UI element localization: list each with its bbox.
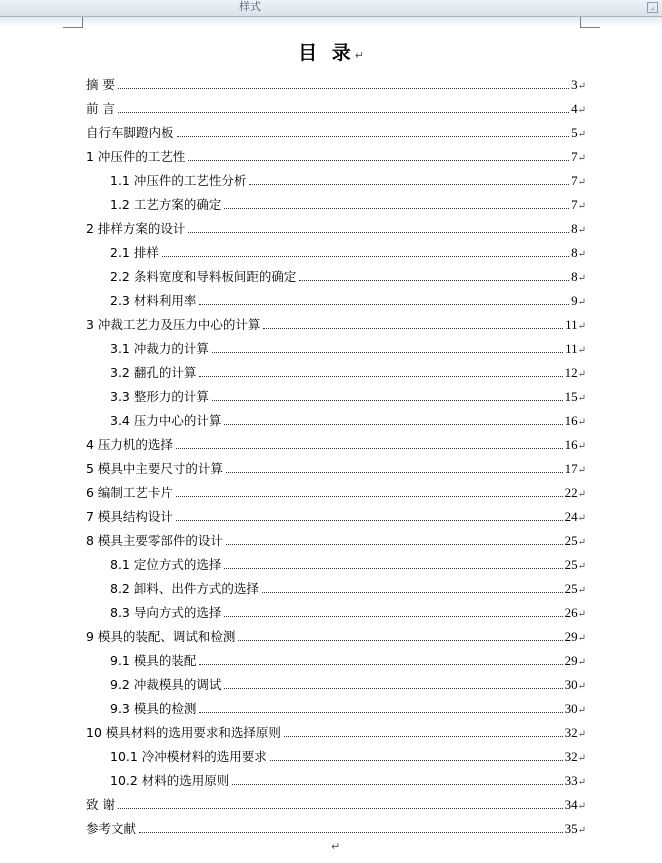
paragraph-mark-icon: ↵ — [577, 441, 586, 452]
toc-page-number: 32 — [564, 749, 578, 764]
toc-entry-label: 致 谢 — [86, 797, 115, 812]
toc-page-number: 29 — [564, 629, 578, 644]
toc-entry[interactable] — [86, 504, 586, 528]
toc-entry[interactable] — [86, 336, 586, 360]
toc-page-number: 25 — [564, 557, 578, 572]
paragraph-mark-icon: ↵ — [577, 345, 586, 356]
toc-entry[interactable] — [86, 264, 586, 288]
toc-entry-label: 2.2 条料宽度和导料板间距的确定 — [110, 269, 297, 284]
toc-page-number: 7 — [571, 149, 578, 164]
toc-dot-leader — [118, 87, 569, 89]
page-top-edge — [0, 17, 662, 27]
toc-entry[interactable] — [86, 576, 586, 600]
toc-entry-page — [565, 629, 586, 645]
toc-dot-leader — [224, 687, 562, 689]
styles-ribbon-group — [0, 0, 662, 17]
toc-dot-leader — [199, 711, 562, 713]
toc-dot-leader — [299, 279, 569, 281]
paragraph-mark-icon: ↵ — [577, 513, 586, 524]
toc-entry-label: 6 编制工艺卡片 — [86, 485, 173, 500]
dialog-launcher-icon[interactable]: ⌟ — [647, 2, 658, 13]
paragraph-mark-icon: ↵ — [577, 537, 586, 548]
toc-title — [0, 38, 662, 65]
toc-page-number: 25 — [564, 533, 578, 548]
toc-dot-leader — [118, 807, 563, 809]
paragraph-mark-icon: ↵ — [577, 105, 586, 116]
toc-page-number: 5 — [571, 125, 578, 140]
toc-entry-page — [565, 389, 586, 405]
toc-page-number: 16 — [564, 413, 578, 428]
toc-dot-leader — [263, 327, 563, 329]
toc-page-number: 29 — [564, 653, 578, 668]
toc-page-number: 8 — [571, 269, 578, 284]
toc-entry-label: 7 模具结构设计 — [86, 509, 173, 524]
toc-entry[interactable] — [86, 648, 586, 672]
styles-group-label: 样式 — [239, 0, 261, 13]
toc-entry[interactable] — [86, 624, 586, 648]
paragraph-mark-icon: ↵ — [577, 369, 586, 380]
toc-entry-label: 自行车脚蹬内板 — [86, 125, 174, 140]
toc-entry[interactable] — [86, 480, 586, 504]
toc-entry-page — [565, 701, 586, 717]
toc-entry-page — [565, 365, 586, 381]
paragraph-mark-icon: ↵ — [577, 729, 586, 740]
toc-entry-label: 2 排样方案的设计 — [86, 221, 186, 236]
toc-entry-label: 8.3 导向方式的选择 — [110, 605, 222, 620]
toc-dot-leader — [162, 255, 569, 257]
toc-entry-page — [565, 725, 586, 741]
toc-page-number: 32 — [564, 725, 578, 740]
toc-page-number: 35 — [564, 821, 578, 836]
toc-entry-label: 1 冲压件的工艺性 — [86, 149, 186, 164]
toc-entry-label: 1.1 冲压件的工艺性分析 — [110, 173, 247, 188]
toc-dot-leader — [226, 471, 563, 473]
toc-page-number: 11 — [565, 317, 578, 332]
toc-entry-page — [565, 797, 586, 813]
toc-entry-label: 9.2 冲裁模具的调试 — [110, 677, 222, 692]
toc-entry[interactable] — [86, 672, 586, 696]
toc-entry-page — [565, 509, 586, 525]
toc-entry[interactable] — [86, 552, 586, 576]
toc-entry-label: 9.1 模具的装配 — [110, 653, 197, 668]
toc-entry[interactable] — [86, 432, 586, 456]
toc-entry-page — [565, 749, 586, 765]
paragraph-mark-icon: ↵ — [354, 49, 364, 62]
toc-entry-page — [571, 269, 586, 285]
toc-entry[interactable] — [86, 384, 586, 408]
toc-entry[interactable] — [86, 216, 586, 240]
toc-dot-leader — [212, 399, 563, 401]
toc-entry-page — [571, 77, 586, 93]
toc-dot-leader — [199, 663, 562, 665]
toc-entry-page — [571, 101, 586, 117]
toc-entry-page — [571, 149, 586, 165]
toc-dot-leader — [262, 591, 563, 593]
paragraph-mark-icon: ↵ — [577, 273, 586, 284]
toc-entry[interactable] — [86, 600, 586, 624]
toc-entry-page — [571, 125, 586, 141]
toc-entry[interactable] — [86, 792, 586, 816]
toc-entry-label: 10 模具材料的选用要求和选择原则 — [86, 725, 281, 740]
paragraph-mark-icon: ↵ — [577, 561, 586, 572]
paragraph-mark-icon: ↵ — [577, 177, 586, 188]
toc-entry-label: 3 冲裁工艺力及压力中心的计算 — [86, 317, 261, 332]
toc-dot-leader — [284, 735, 563, 737]
toc-entry-page — [565, 557, 586, 573]
toc-entry[interactable] — [86, 768, 586, 792]
toc-entry[interactable] — [86, 816, 586, 840]
toc-entry[interactable] — [86, 696, 586, 720]
toc-page-number: 34 — [564, 797, 578, 812]
toc-entry-page — [565, 605, 586, 621]
toc-entry[interactable] — [86, 720, 586, 744]
toc-dot-leader — [199, 303, 569, 305]
paragraph-mark-icon: ↵ — [331, 840, 341, 853]
paragraph-mark-icon: ↵ — [577, 81, 586, 92]
toc-entry-page — [565, 317, 586, 333]
toc-entry-label: 3.4 压力中心的计算 — [110, 413, 222, 428]
toc-entry[interactable] — [86, 456, 586, 480]
toc-dot-leader — [176, 495, 563, 497]
toc-dot-leader — [232, 783, 562, 785]
paragraph-mark-icon: ↵ — [577, 705, 586, 716]
toc-entry-page — [565, 773, 586, 789]
toc-page-number: 11 — [565, 341, 578, 356]
toc-entry-page — [565, 677, 586, 693]
toc-page-number: 16 — [564, 437, 578, 452]
toc-page-number: 7 — [571, 173, 578, 188]
toc-entry-page — [571, 221, 586, 237]
toc-page-number: 4 — [571, 101, 578, 116]
toc-dot-leader — [212, 351, 563, 353]
toc-entry[interactable] — [86, 120, 586, 144]
toc-entry-label: 8 模具主要零部件的设计 — [86, 533, 223, 548]
paragraph-mark-icon: ↵ — [577, 825, 586, 836]
toc-entry-label: 参考文献 — [86, 821, 137, 836]
toc-entry[interactable] — [86, 168, 586, 192]
toc-page-number: 17 — [564, 461, 578, 476]
paragraph-mark-icon: ↵ — [577, 681, 586, 692]
toc-page-number: 22 — [564, 485, 578, 500]
toc-page-number: 30 — [564, 701, 578, 716]
toc-entry-page — [565, 461, 586, 477]
toc-dot-leader — [177, 135, 570, 137]
toc-dot-leader — [176, 519, 563, 521]
toc-entry-page — [565, 341, 586, 357]
toc-dot-leader — [224, 207, 569, 209]
toc-entry-label: 8.2 卸料、出件方式的选择 — [110, 581, 259, 596]
toc-title-text: 目 录 — [298, 42, 355, 64]
toc-entry[interactable] — [86, 360, 586, 384]
toc-entry[interactable] — [86, 144, 586, 168]
paragraph-mark-icon: ↵ — [577, 633, 586, 644]
toc-entry-page — [571, 245, 586, 261]
toc-entry-label: 3.3 整形力的计算 — [110, 389, 209, 404]
paragraph-mark-icon: ↵ — [577, 489, 586, 500]
toc-dot-leader — [224, 423, 562, 425]
paragraph-mark-icon: ↵ — [577, 153, 586, 164]
toc-entry-page — [565, 413, 586, 429]
toc-entry-label: 1.2 工艺方案的确定 — [110, 197, 222, 212]
toc-entry-page — [565, 821, 586, 837]
toc-page-number: 8 — [571, 245, 578, 260]
toc-dot-leader — [139, 831, 563, 833]
paragraph-mark-icon: ↵ — [577, 129, 586, 140]
toc-entry-label: 9.3 模具的检测 — [110, 701, 197, 716]
paragraph-mark-icon: ↵ — [577, 585, 586, 596]
toc-entry-page — [565, 437, 586, 453]
toc-entry[interactable] — [86, 312, 586, 336]
toc-page-number: 25 — [564, 581, 578, 596]
paragraph-mark-icon: ↵ — [577, 609, 586, 620]
toc-entry[interactable] — [86, 408, 586, 432]
toc-dot-leader — [199, 375, 562, 377]
table-of-contents — [86, 72, 586, 840]
toc-entry[interactable] — [86, 192, 586, 216]
crop-mark-left-h — [63, 27, 83, 28]
toc-page-number: 26 — [564, 605, 578, 620]
paragraph-mark-icon: ↵ — [577, 201, 586, 212]
toc-page-number: 12 — [564, 365, 578, 380]
paragraph-mark-icon: ↵ — [577, 321, 586, 332]
toc-entry-label: 2.1 排样 — [110, 245, 159, 260]
toc-page-number: 15 — [564, 389, 578, 404]
toc-entry-page — [565, 485, 586, 501]
paragraph-mark-icon: ↵ — [577, 657, 586, 668]
toc-dot-leader — [224, 567, 562, 569]
toc-entry-label: 5 模具中主要尺寸的计算 — [86, 461, 223, 476]
toc-page-number: 7 — [571, 197, 578, 212]
toc-entry-label: 9 模具的装配、调试和检测 — [86, 629, 236, 644]
toc-entry-page — [565, 653, 586, 669]
paragraph-mark-icon: ↵ — [577, 393, 586, 404]
toc-entry[interactable] — [86, 96, 586, 120]
toc-entry-label: 10.1 冷冲模材料的选用要求 — [110, 749, 267, 764]
toc-entry-label: 前 言 — [86, 101, 115, 116]
crop-mark-right-v — [580, 17, 581, 28]
toc-dot-leader — [224, 615, 562, 617]
toc-entry[interactable] — [86, 744, 586, 768]
crop-mark-left-v — [82, 17, 83, 28]
paragraph-mark-icon: ↵ — [577, 801, 586, 812]
toc-page-number: 30 — [564, 677, 578, 692]
toc-dot-leader — [249, 183, 569, 185]
toc-entry-label: 10.2 材料的选用原则 — [110, 773, 230, 788]
paragraph-mark-icon: ↵ — [577, 465, 586, 476]
paragraph-mark-icon: ↵ — [577, 777, 586, 788]
toc-page-number: 9 — [571, 293, 578, 308]
toc-entry-label: 3.1 冲裁力的计算 — [110, 341, 209, 356]
toc-entry[interactable] — [86, 528, 586, 552]
toc-dot-leader — [188, 159, 569, 161]
toc-entry-page — [565, 581, 586, 597]
toc-dot-leader — [270, 759, 563, 761]
toc-page-number: 24 — [564, 509, 578, 524]
toc-entry-label: 4 压力机的选择 — [86, 437, 173, 452]
toc-entry-label: 8.1 定位方式的选择 — [110, 557, 222, 572]
toc-page-number: 8 — [571, 221, 578, 236]
toc-page-number: 33 — [564, 773, 578, 788]
toc-dot-leader — [238, 639, 562, 641]
toc-entry[interactable] — [86, 288, 586, 312]
toc-entry-label: 2.3 材料利用率 — [110, 293, 197, 308]
toc-dot-leader — [226, 543, 563, 545]
paragraph-mark-icon: ↵ — [577, 297, 586, 308]
paragraph-mark-icon: ↵ — [577, 249, 586, 260]
toc-entry-label: 摘 要 — [86, 77, 115, 92]
toc-dot-leader — [118, 111, 569, 113]
paragraph-mark-icon: ↵ — [577, 753, 586, 764]
toc-entry-page — [571, 173, 586, 189]
paragraph-mark-icon: ↵ — [577, 225, 586, 236]
toc-entry-label: 3.2 翻孔的计算 — [110, 365, 197, 380]
paragraph-mark-icon: ↵ — [577, 417, 586, 428]
toc-dot-leader — [176, 447, 563, 449]
toc-dot-leader — [188, 231, 569, 233]
toc-entry[interactable] — [86, 72, 586, 96]
toc-entry-page — [565, 533, 586, 549]
crop-mark-right-h — [580, 27, 600, 28]
toc-entry[interactable] — [86, 240, 586, 264]
toc-entry-page — [571, 197, 586, 213]
toc-page-number: 3 — [571, 77, 578, 92]
toc-entry-page — [571, 293, 586, 309]
